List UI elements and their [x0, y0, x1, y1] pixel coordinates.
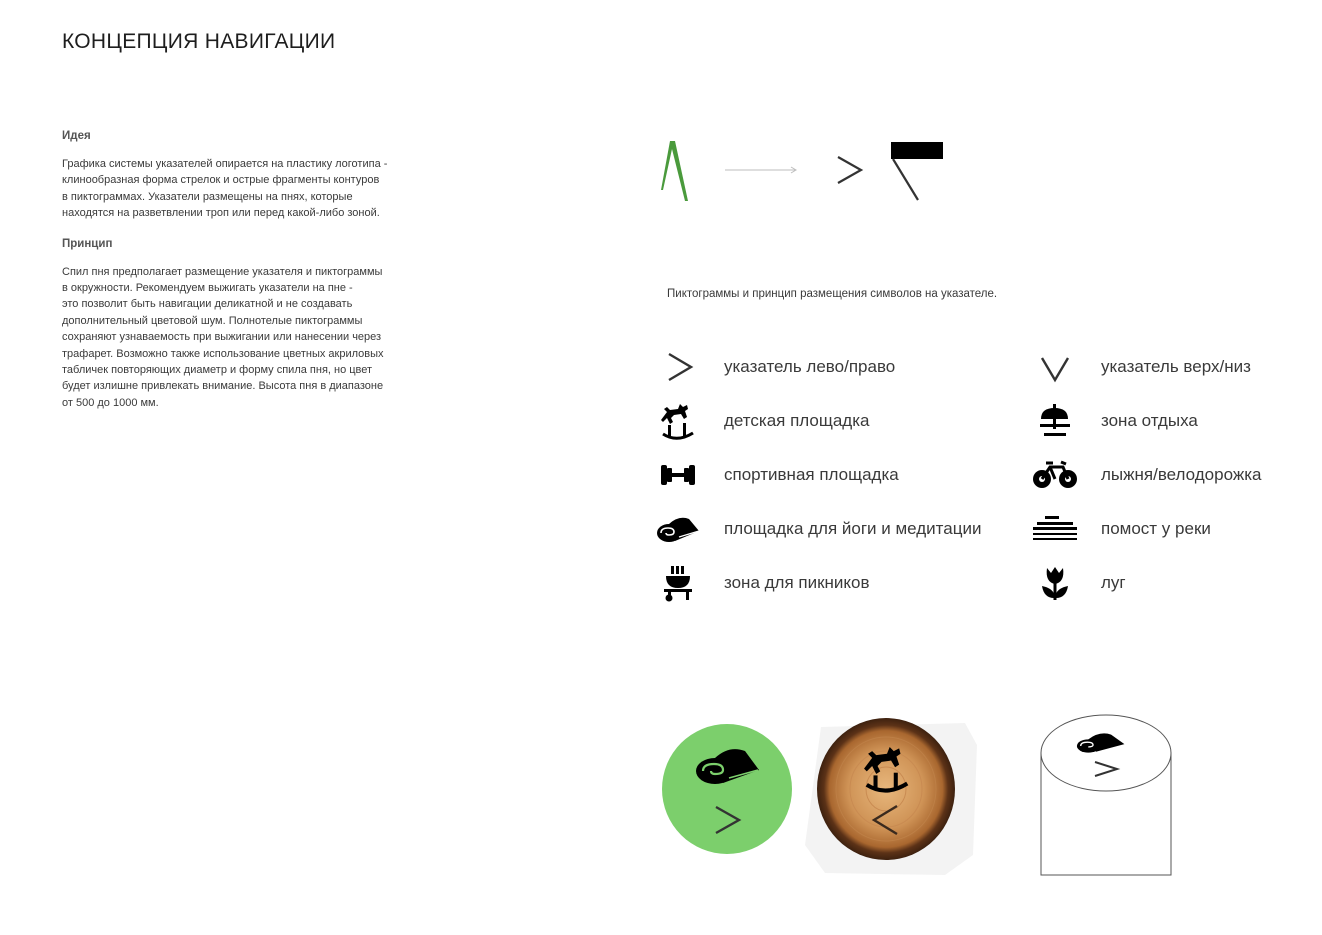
legend-item-up-down — [1031, 347, 1251, 387]
pier-icon — [1031, 509, 1079, 549]
legend-label: зона отдыха — [1101, 411, 1198, 430]
thin-arrow-icon — [725, 167, 796, 173]
arrow-down-icon — [1031, 347, 1079, 387]
pictograms-caption: Пиктограммы и принцип размещения символов на указателе. — [667, 288, 998, 300]
legend-item-pier — [1031, 509, 1211, 549]
logo-wedge-icon — [661, 141, 688, 201]
idea-text: Графика системы указателей опирается на пластику логотипа - клинообразная форма стрелок и острые фрагменты контуров в пиктограммах. Указатели размещены на пнях, которые находятся на разветвлении троп или перед какой-либо зоной. — [62, 158, 388, 220]
legend-item-rest — [1031, 401, 1198, 441]
bicycle-icon — [1031, 455, 1079, 495]
legend-label: луг — [1101, 573, 1126, 592]
wood-stump-sign — [805, 718, 977, 875]
dumbbell-icon — [654, 455, 702, 495]
yoga-mat-icon — [654, 509, 702, 549]
arrow-construction-icon — [891, 142, 943, 200]
legend-label: указатель верх/низ — [1101, 357, 1251, 376]
rocking-horse-icon — [654, 401, 702, 441]
idea-heading: Идея — [62, 130, 91, 142]
description-column — [62, 130, 422, 427]
legend-item-left-right — [654, 347, 895, 387]
green-acrylic-sign — [662, 724, 792, 854]
tulip-icon — [1031, 563, 1079, 603]
legend-label: спортивная площадка — [724, 465, 899, 484]
umbrella-table-icon — [1031, 401, 1079, 441]
legend-item-bike — [1031, 455, 1261, 495]
legend-label: зона для пикников — [724, 573, 870, 592]
legend-label: детская площадка — [724, 411, 870, 430]
sign-examples — [655, 705, 1185, 885]
legend-item-playground — [654, 401, 870, 441]
principle-text: Спил пня предполагает размещение указателя и пиктограммы в окружности. Рекомендуем выжигать указатели на пне - это позволит быть навигации деликатной и не создавать дополнительный цветовой шум. Полнотелые пиктограммы сохраняют узнаваемость при выжигании или нанесении через трафарет. Возможно также использование цветных акриловых табличек повторяющих диаметр и форму спила пня, но цвет будет излишне привлекать внимание. Высота пня в диапазоне от 500 до 1000 мм. — [62, 265, 384, 409]
arrow-construction-diagram — [655, 135, 955, 210]
legend-label: площадка для йоги и медитации — [724, 519, 982, 538]
page-title: КОНЦЕПЦИЯ НАВИГАЦИИ — [62, 30, 336, 53]
legend-item-meadow — [1031, 563, 1126, 603]
principle-heading: Принцип — [62, 237, 113, 250]
stump-outline-diagram — [1041, 715, 1171, 875]
legend-label: указатель лево/право — [724, 357, 896, 376]
legend-item-yoga — [654, 509, 981, 549]
legend-label: помост у реки — [1101, 519, 1211, 538]
arrow-right-icon — [654, 347, 702, 387]
legend-item-sports — [654, 455, 899, 495]
arrow-right-icon — [838, 157, 861, 183]
legend-label: лыжня/велодорожка — [1101, 465, 1262, 484]
legend-item-picnic — [654, 563, 870, 603]
grill-icon — [654, 563, 702, 603]
